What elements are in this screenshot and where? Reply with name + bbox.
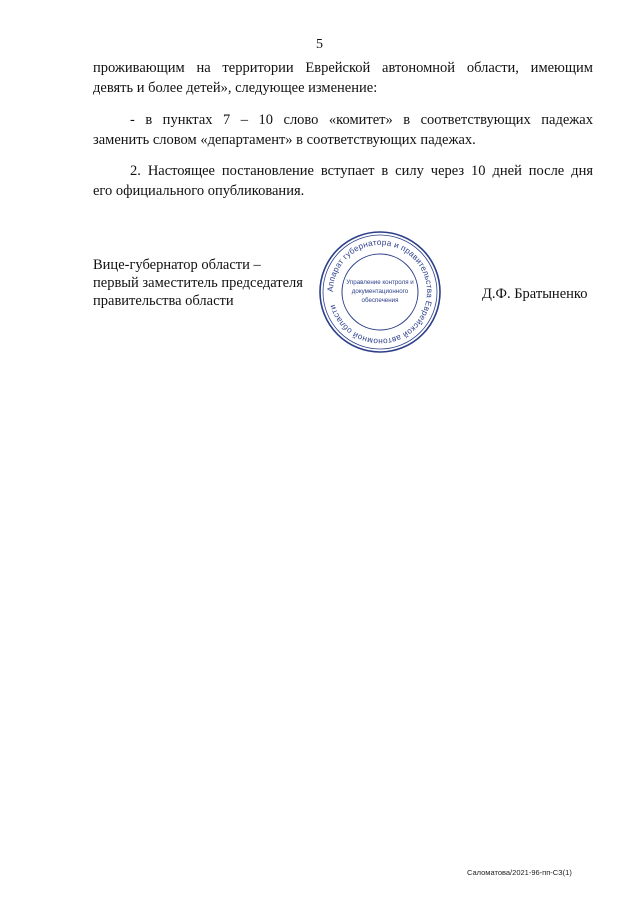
seal-graphic [316,228,444,356]
text-line: - в пунктах 7 – 10 слово «комитет» в соответствующих падежах [130,112,593,128]
seal-ring-text: Аппарат губернатора и правительства Еврейской автономной области [325,237,435,347]
seal-center-line: Управление контроля и [346,279,414,286]
seal-center-line: документационного [351,288,409,295]
paragraph-continuation [93,58,593,98]
signatory-position-line: Вице-губернатор области – [93,257,261,273]
text-line: его официального опубликования. [93,183,305,199]
text-line: 2. Настоящее постановление вступает в силу через 10 дней после дня [130,163,593,179]
page-number: 5 [316,37,323,52]
text-line: проживающим на территории Еврейской автономной области, имеющим [93,60,593,76]
signatory-position [93,256,303,310]
official-seal [316,228,444,356]
paragraph-effective-date [93,161,593,201]
text-line: заменить словом «департамент» в соответствующих падежах. [93,132,476,148]
text-line: девять и более детей», следующее изменение: [93,80,378,96]
signatory-name: Д.Ф. Братыненко [482,286,588,302]
signatory-position-line: первый заместитель председателя [93,275,303,291]
document-code: Саломатова/2021-96-пп-СЗ(1) [467,868,572,877]
seal-center-line: обеспечения [361,297,399,304]
paragraph-amendment [93,110,593,150]
signatory-position-line: правительства области [93,293,234,309]
